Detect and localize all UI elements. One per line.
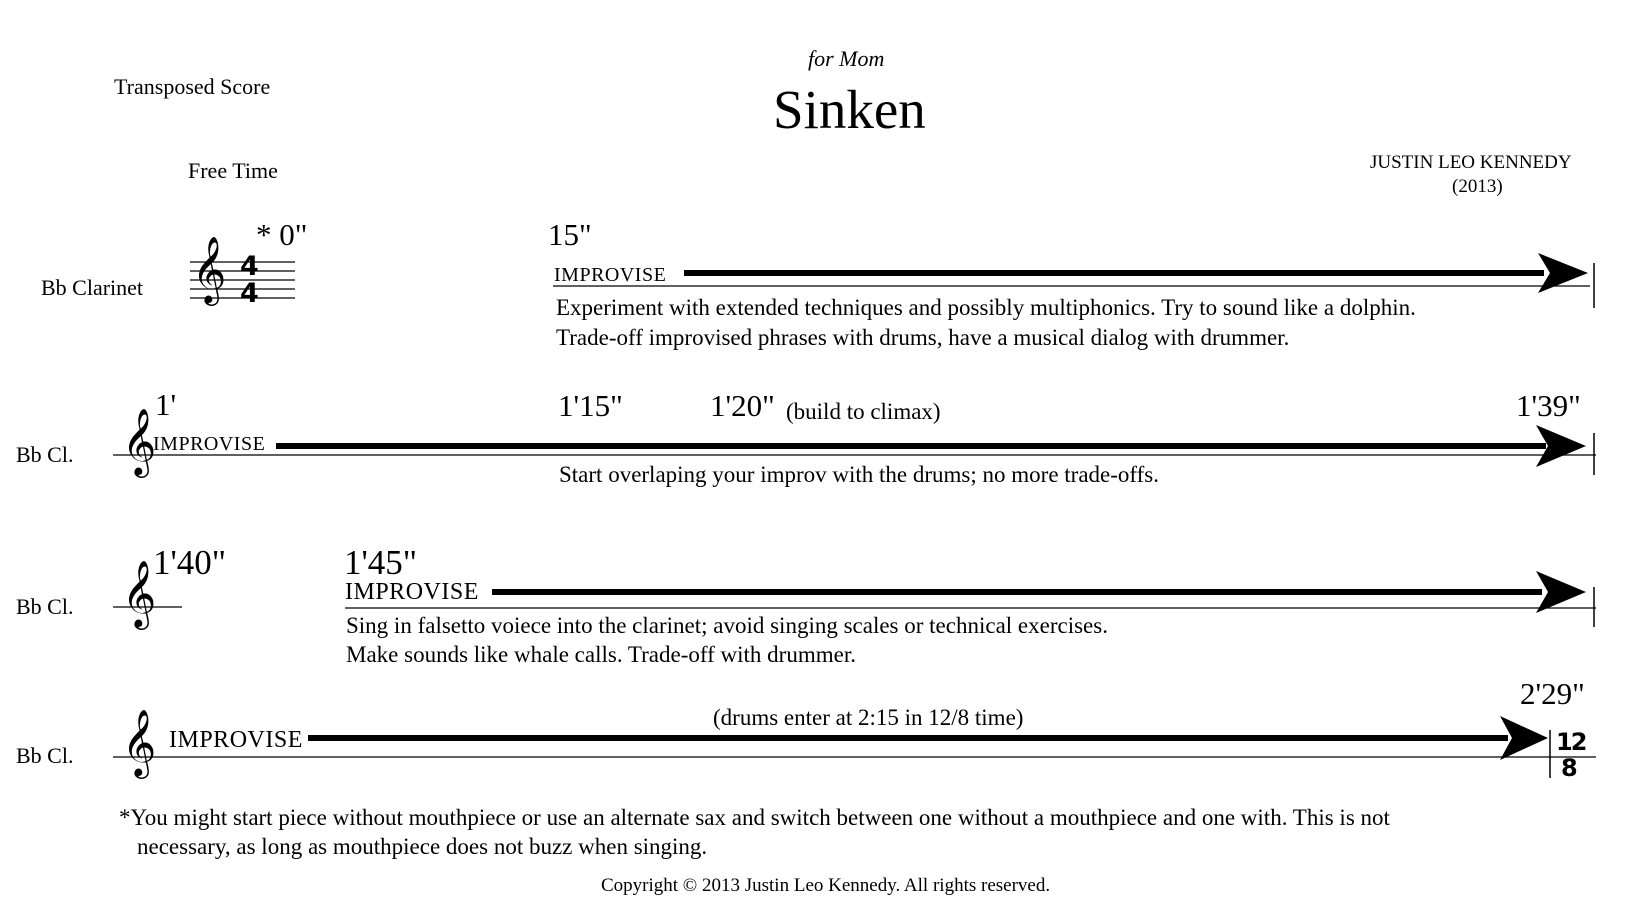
end-time-marker: 2'29" <box>1520 676 1585 711</box>
instrument-label: Bb Cl. <box>16 743 74 768</box>
improvise-bar-3 <box>492 589 1542 595</box>
instruction-line: Make sounds like whale calls. Trade-off with drummer. <box>346 642 856 667</box>
time-marker: 1'15" <box>558 388 623 423</box>
time-marker: 15" <box>548 217 592 252</box>
footnote-line: necessary, as long as mouthpiece does not buzz when singing. <box>137 834 708 859</box>
time-marker: 1'45" <box>344 543 418 582</box>
time-marker: 1'40" <box>153 543 227 582</box>
dedication: for Mom <box>808 46 885 71</box>
instruction-line: Trade-off improvised phrases with drums, have a musical dialog with drummer. <box>556 325 1290 350</box>
marker-note: (build to climax) <box>786 399 941 424</box>
time-marker: 1'20" <box>710 388 775 423</box>
time-signature-bottom: 4 <box>240 278 259 309</box>
end-time-signature-top: 12 <box>1556 728 1586 756</box>
tempo-marking: Free Time <box>188 158 278 183</box>
instruction-line: Experiment with extended techniques and possibly multiphonics. Try to sound like a dolphin. <box>556 295 1416 320</box>
page-title: Sinken <box>773 79 926 140</box>
improvise-bar-1 <box>684 270 1544 276</box>
treble-clef-icon: 𝄞 <box>122 407 157 475</box>
treble-clef-icon: 𝄞 <box>122 559 157 627</box>
improvise-bar-2 <box>276 443 1546 449</box>
improvise-bar-4 <box>308 735 1508 741</box>
instrument-label: Bb Cl. <box>16 442 74 467</box>
improvise-label: IMPROVISE <box>345 579 479 605</box>
instrument-label: Bb Clarinet <box>41 275 144 300</box>
score-type: Transposed Score <box>114 74 271 99</box>
instruction-line: Start overlaping your improv with the drums; no more trade-offs. <box>559 462 1160 487</box>
end-time-signature-bottom: 8 <box>1561 754 1578 782</box>
footnote-line: *You might start piece without mouthpiece or use an alternate sax and switch between one without a mouthpiece and one with. This is not <box>119 805 1390 830</box>
instruction-line: Sing in falsetto voiece into the clarinet; avoid singing scales or technical exercises. <box>346 613 1108 638</box>
arrow-right-icon <box>1538 253 1588 293</box>
improvise-label: IMPROVISE <box>169 727 303 753</box>
instrument-label: Bb Cl. <box>16 594 74 619</box>
treble-clef-icon: 𝄞 <box>192 235 227 303</box>
drum-entry-note: (drums enter at 2:15 in 12/8 time) <box>713 705 1024 730</box>
time-signature-top: 4 <box>240 251 259 282</box>
time-marker: 1'39" <box>1516 388 1581 423</box>
treble-clef-icon: 𝄞 <box>122 708 157 776</box>
improvise-label: IMPROVISE <box>554 264 667 286</box>
composer: JUSTIN LEO KENNEDY <box>1370 152 1572 173</box>
time-marker: 1' <box>155 387 177 422</box>
composition-year: (2013) <box>1452 176 1503 197</box>
improvise-label: IMPROVISE <box>153 433 266 455</box>
start-time-marker: * 0" <box>256 217 308 252</box>
arrow-right-icon <box>1536 571 1586 613</box>
copyright: Copyright © 2013 Justin Leo Kennedy. All rights reserved. <box>601 875 1051 896</box>
